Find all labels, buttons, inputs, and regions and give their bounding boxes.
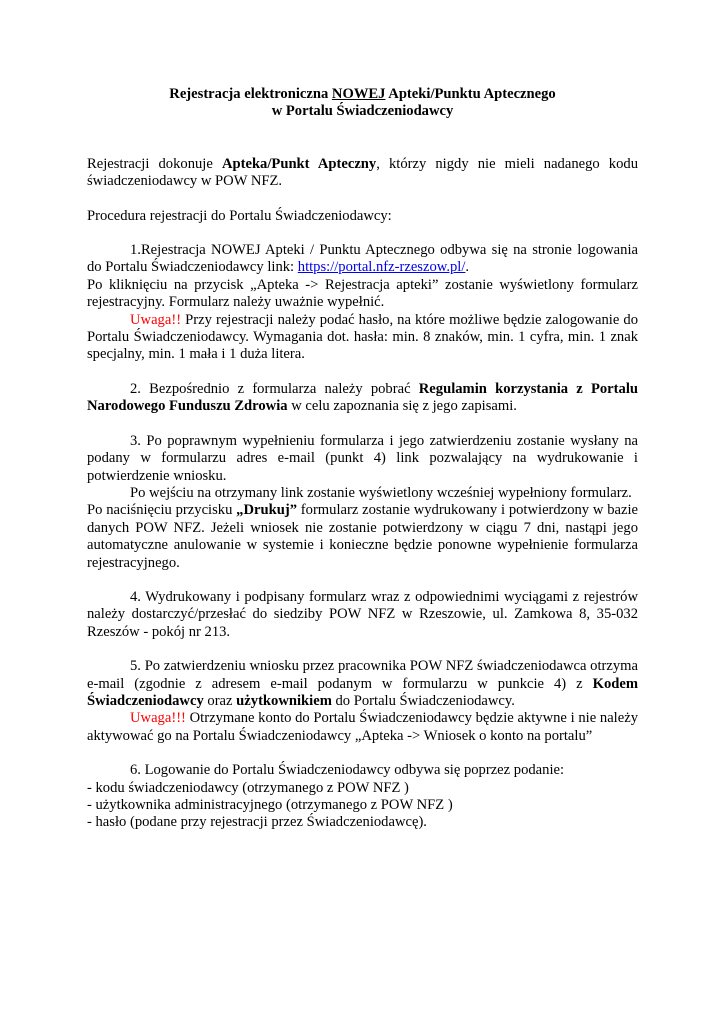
intro-bold: Apteka/Punkt Apteczny bbox=[221, 155, 377, 172]
step1-warning-paragraph: Uwaga!! Przy rejestracji należy podać hasło, na które możliwe będzie zalogowanie do Portalu Świadczeniodawcy. Wymagania dot. hasła: min. 8 znaków, min. 1 cyfra, min. 1 znak specjalny, min. 1 mała i 1 duża litera. bbox=[87, 311, 638, 363]
step5-paragraph: 5. Po zatwierdzeniu wniosku przez pracownika POW NFZ świadczeniodawca otrzyma e-mail (zgodnie z adresem e-mail podanym w formularzu w punkcie 4) z Kodem Świadczeniodawcy oraz użytkownikiem do Portalu Świadczeniodawcy. bbox=[87, 658, 638, 709]
step5-warning-paragraph: Uwaga!!! Otrzymane konto do Portalu Świadczeniodawcy będzie aktywne i nie należy aktywować go na Portalu Świadczeniodawcy „Apteka -> Wniosek o konto na portalu” bbox=[87, 710, 638, 744]
document-title bbox=[87, 86, 638, 121]
title-line1-post: Apteki/Punktu Aptecznego bbox=[385, 86, 556, 102]
step5-bold-code: Kodem Świadczeniodawcy bbox=[87, 675, 638, 709]
step3-paragraph: 3. Po poprawnym wypełnieniu formularza i jego zatwierdzeniu zostanie wysłany na podany w formularzu adres e-mail (punkt 4) link pozwalający na wydrukowanie i potwierdzenie wniosku. bbox=[87, 432, 638, 484]
step6-item: - hasło (podane przy rejestracji przez Świadczeniodawcę). bbox=[87, 814, 427, 831]
print-button-label: „Drukuj” bbox=[236, 502, 297, 519]
title-line2: w Portalu Świadczeniodawcy bbox=[271, 103, 454, 120]
step2-bold: Regulamin korzystania z Portalu Narodowego Funduszu Zdrowia bbox=[87, 380, 638, 415]
step3-paragraph3: Po naciśnięciu przycisku „Drukuj” formularz zostanie wydrukowany i potwierdzony w bazie danych POW NFZ. Jeżeli wniosek nie zostanie potwierdzony w ciągu 7 dni, nastąpi jego automatyczne anulowanie w systemie i konieczne będzie ponowne wypełnienie formularza rejestracyjnego. bbox=[87, 502, 638, 571]
procedure-heading: Procedura rejestracji do Portalu Świadczeniodawcy: bbox=[87, 207, 392, 224]
warning-label: Uwaga!! bbox=[130, 311, 182, 328]
step6-item: - kodu świadczeniodawcy (otrzymanego z POW NFZ ) bbox=[87, 779, 409, 796]
step1-paragraph: 1.Rejestracja NOWEJ Apteki / Punktu Aptecznego odbywa się na stronie logowania do Portalu Świadczeniodawcy link: https://portal.nfz-rzeszow.pl/. bbox=[87, 242, 638, 276]
step6-item: - użytkownika administracyjnego (otrzymanego z POW NFZ ) bbox=[87, 797, 453, 813]
intro-paragraph: Rejestracji dokonuje Apteka/Punkt Apteczny, którzy nigdy nie mieli nadanego kodu świadczeniodawcy w POW NFZ. bbox=[87, 155, 638, 190]
title-underlined-word: NOWEJ bbox=[331, 86, 386, 102]
step6-heading: 6. Logowanie do Portalu Świadczeniodawcy odbywa się poprzez podanie: bbox=[130, 762, 565, 779]
document-page bbox=[87, 86, 638, 832]
portal-link[interactable]: https://portal.nfz-rzeszow.pl/ bbox=[297, 259, 466, 276]
step4-paragraph: 4. Wydrukowany i podpisany formularz wraz z odpowiednimi wyciągami z rejestrów należy dostarczyć/przesłać do siedziby POW NFZ w Rzeszowie, ul. Zamkowa 8, 35-032 Rzeszów - pokój nr 213. bbox=[87, 588, 638, 640]
warning-label: Uwaga!!! bbox=[130, 710, 186, 727]
title-line1-pre: Rejestracja elektroniczna bbox=[169, 86, 332, 102]
step3-paragraph2: Po wejściu na otrzymany link zostanie wyświetlony wcześniej wypełniony formularz. bbox=[130, 484, 632, 501]
step2-paragraph: 2. Bezpośrednio z formularza należy pobrać Regulamin korzystania z Portalu Narodowego Funduszu Zdrowia w celu zapoznania się z jego zapisami. bbox=[87, 380, 638, 415]
step5-bold-user: użytkownikiem bbox=[236, 692, 332, 709]
step1-line2: Po kliknięciu na przycisk „Apteka -> Rejestracja apteki” zostanie wyświetlony formularz rejestracyjny. Formularz należy uważnie wypełnić. bbox=[87, 276, 638, 311]
